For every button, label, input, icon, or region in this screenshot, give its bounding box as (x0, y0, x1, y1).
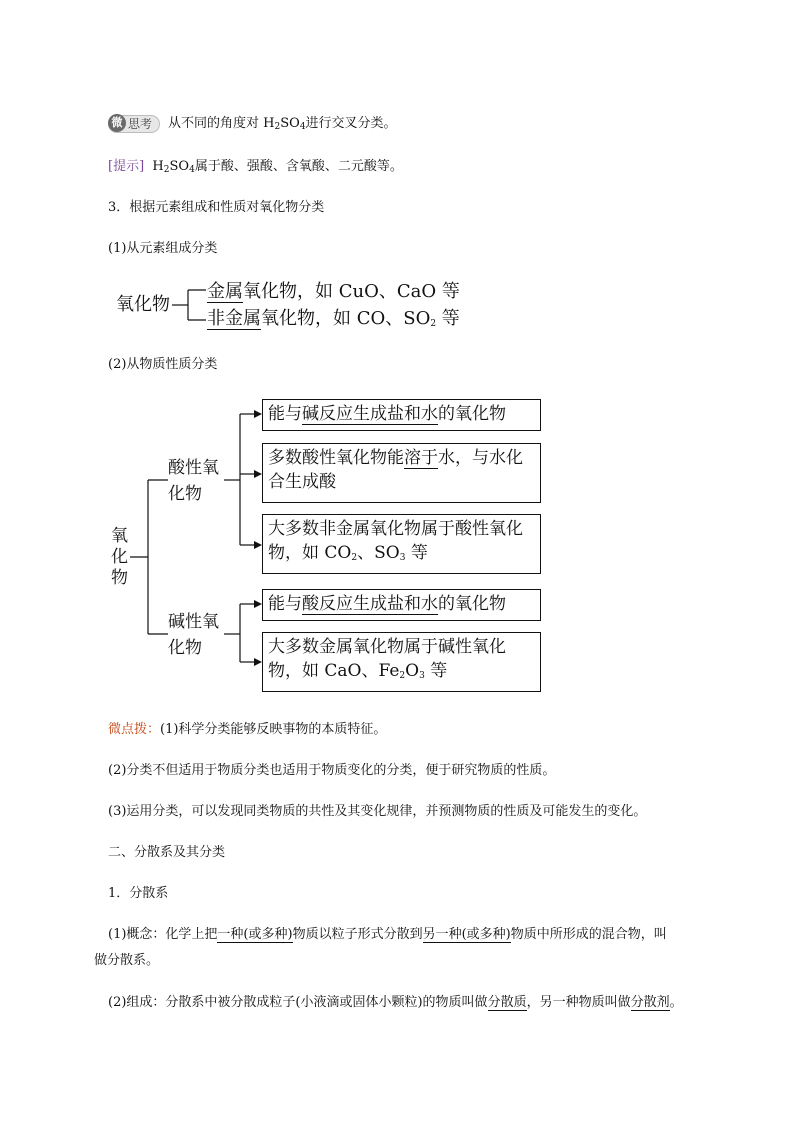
comp-root: 氧化物 (116, 294, 170, 315)
hint-line: [提示] $H_2SO_4$属于酸、强酸、含氧酸、二元酸等。 (108, 159, 403, 175)
wei-icon: 微 (108, 114, 126, 132)
think-question: 微 思考 从不同的角度对 $H_2SO_4$进行交叉分类。 (108, 114, 397, 134)
section2-title: 二、分散系及其分类 (108, 845, 226, 860)
tip-1: 微点拨：(1)科学分类能够反映事物的本质特征。 (108, 722, 387, 737)
hint-label: [提示] (108, 159, 145, 174)
basic-box-2: 大多数金属氧化物属于碱性氧化物，如 CaO、$Fe_2O_3$ 等 (262, 632, 541, 692)
comp-nonmetal: 非金属氧化物，如 CO、$SO_2$ 等 (207, 308, 460, 329)
acidic-box-2: 多数酸性氧化物能溶于水，与水化合生成酸 (262, 443, 541, 503)
comp-metal: 金属氧化物，如 CuO、CaO 等 (207, 281, 460, 302)
acidic-oxide: 酸性氧化物 (168, 458, 219, 504)
sub2-title: (2)从物质性质分类 (108, 357, 218, 372)
basic-box-1: 能与酸反应生成盐和水的氧化物 (262, 589, 541, 621)
micro-tip-label: 微点拨： (108, 722, 161, 737)
think-badge: 微 思考 (108, 115, 160, 133)
concept-line-1: (1)概念：化学上把一种(或多种)物质以粒子形式分散到另一种(或多种)物质中所形成的混合物，叫 (108, 927, 667, 942)
acidic-box-3: 大多数非金属氧化物属于酸性氧化物，如 $CO_2$、$SO_3$ 等 (262, 514, 541, 574)
section3-title: 3．根据元素组成和性质对氧化物分类 (108, 200, 325, 215)
tip-3: (3)运用分类，可以发现同类物质的共性及其变化规律，并预测物质的性质及可能发生的变化。 (108, 804, 647, 819)
acidic-box-1: 能与碱反应生成盐和水的氧化物 (262, 399, 541, 431)
composition-line: (2)组成：分散系中被分散成粒子(小液滴或固体小颗粒)的物质叫做分散质，另一种物质叫做分散剂。 (108, 995, 683, 1010)
concept-line-2: 做分散系。 (94, 953, 160, 968)
prop-root: 氧化物 (111, 526, 128, 588)
tip-2: (2)分类不但适用于物质分类也适用于物质变化的分类，便于研究物质的性质。 (108, 763, 556, 778)
dispersion-title: 1．分散系 (108, 886, 169, 901)
basic-oxide: 碱性氧化物 (168, 612, 219, 658)
sub1-title: (1)从元素组成分类 (108, 241, 218, 256)
